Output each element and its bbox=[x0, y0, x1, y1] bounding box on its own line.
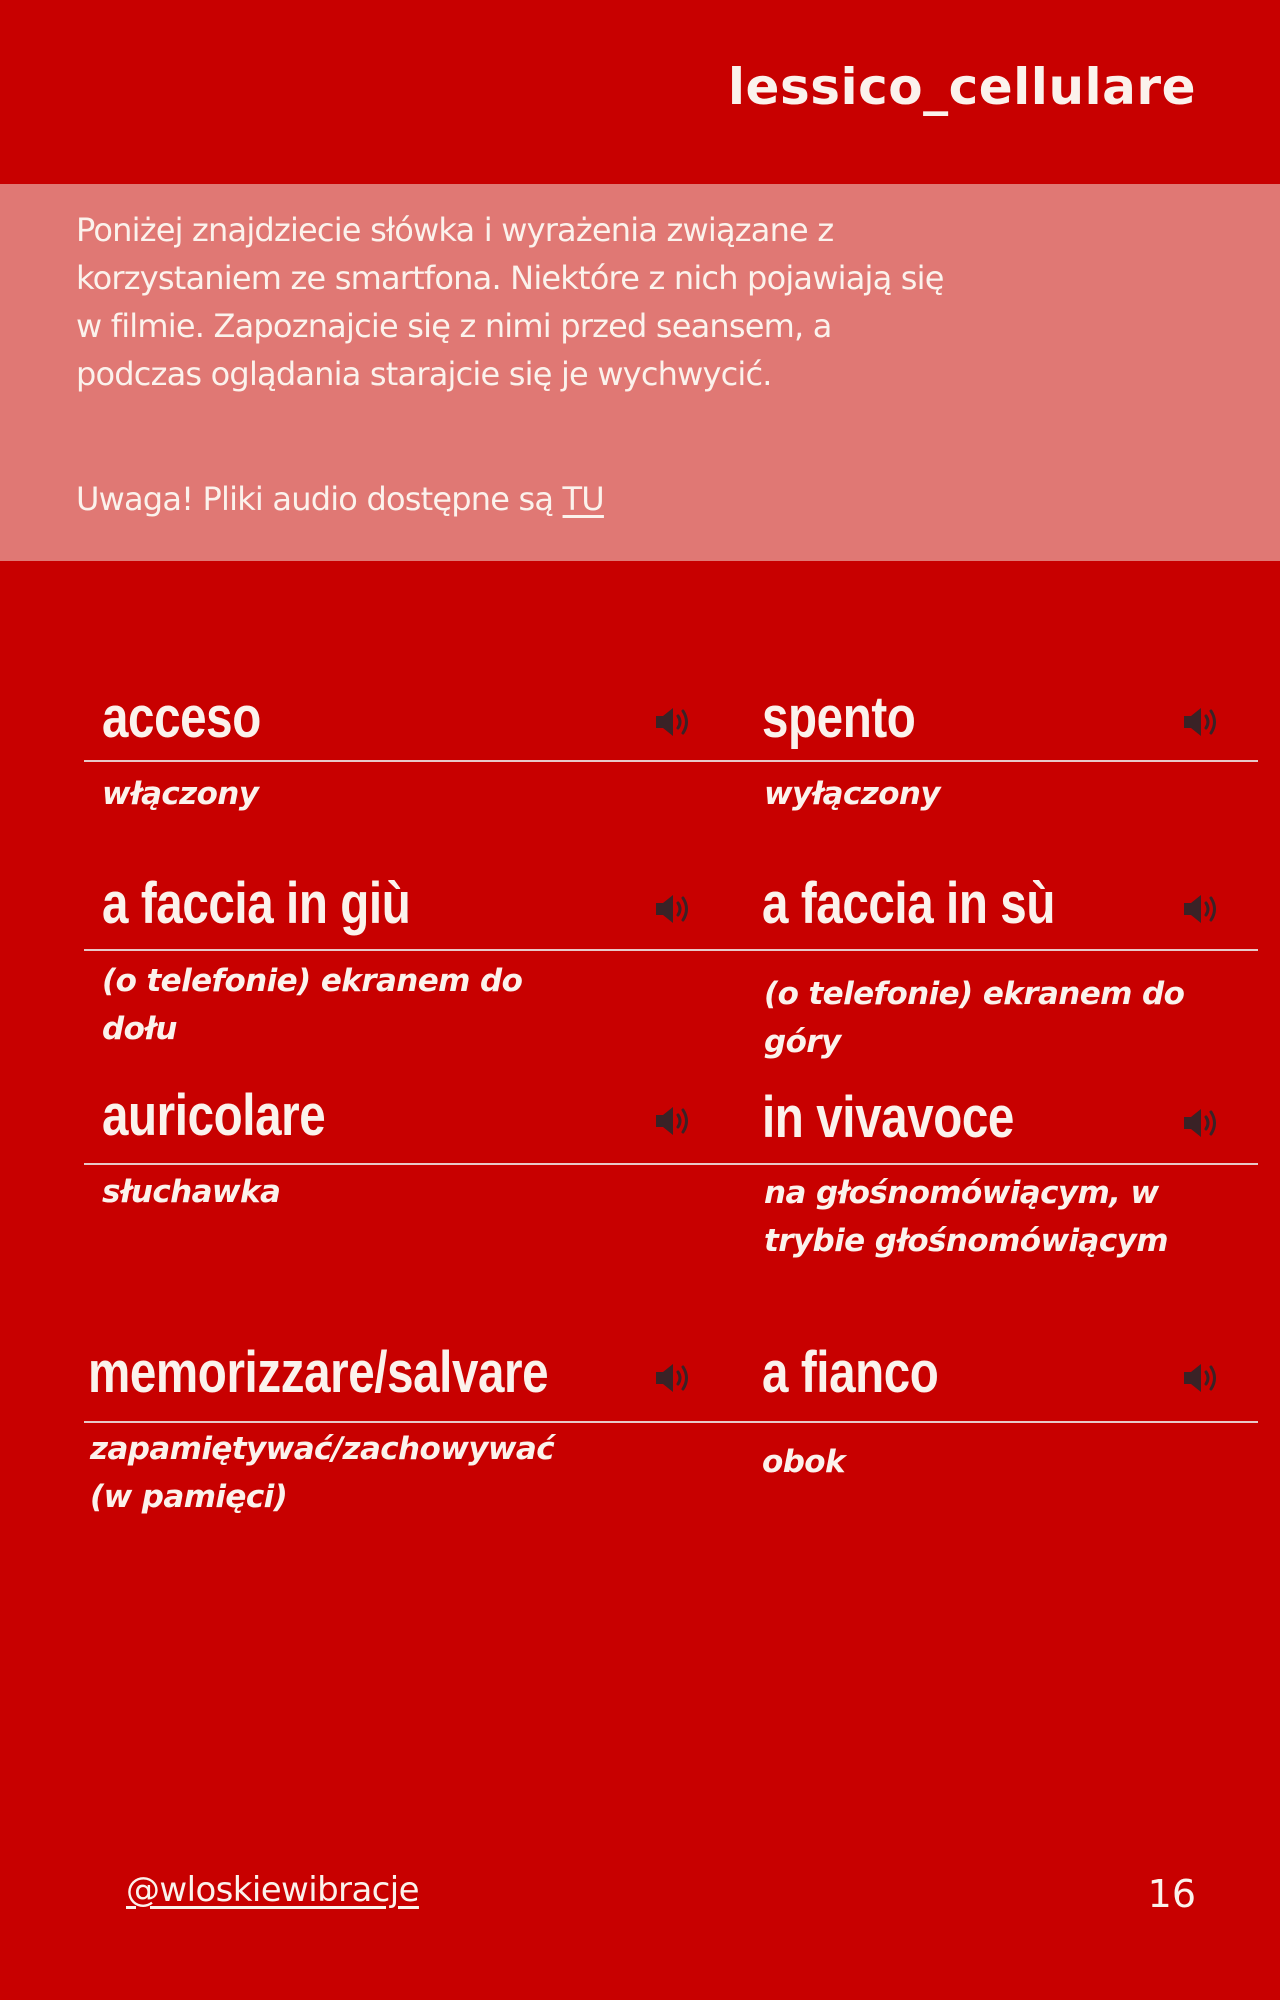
entry-rule bbox=[84, 1421, 558, 1423]
page-number: 16 bbox=[1147, 1872, 1196, 1916]
entry-translation: zapamiętywać/zachowywać (w pamięci) bbox=[90, 1431, 554, 1515]
intro-text: Poniżej znajdziecie słówka i wyrażenia związane z korzystaniem ze smartfona. Niektóre z nich pojawiają się w filmie. Zapoznajcie się z nimi przed seansem, a podczas oglądania starajcie się je wychwycić. bbox=[76, 211, 944, 393]
audio-files-link[interactable]: TU bbox=[562, 480, 604, 518]
speaker-icon[interactable] bbox=[654, 892, 694, 926]
speaker-icon[interactable] bbox=[1182, 1361, 1222, 1395]
intro-note bbox=[76, 475, 604, 523]
entry-translation: na głośnomówiącym, w trybie głośnomówiącym bbox=[764, 1175, 1168, 1259]
entry-rule bbox=[558, 1163, 1258, 1165]
speaker-icon[interactable] bbox=[654, 1104, 694, 1138]
entry-translation: (o telefonie) ekranem do góry bbox=[764, 976, 1185, 1060]
speaker-icon[interactable] bbox=[1182, 705, 1222, 739]
entry-translation: wyłączony bbox=[764, 776, 940, 812]
entry-translation: słuchawka bbox=[102, 1174, 281, 1210]
entry-rule bbox=[558, 760, 1258, 762]
entry-word: a faccia in giù bbox=[102, 871, 411, 936]
entry-word: memorizzare/salvare bbox=[88, 1340, 549, 1405]
entry-word: a fianco bbox=[762, 1340, 939, 1405]
entry-translation: włączony bbox=[102, 776, 259, 812]
speaker-icon[interactable] bbox=[1182, 892, 1222, 926]
entry-rule bbox=[84, 760, 558, 762]
entry-rule bbox=[84, 949, 558, 951]
entry-rule bbox=[84, 1163, 558, 1165]
entry-rule bbox=[558, 1421, 1258, 1423]
page-title: lessico_cellulare bbox=[727, 58, 1196, 116]
entry-translation: (o telefonie) ekranem do dołu bbox=[102, 963, 523, 1047]
entry-word: in vivavoce bbox=[762, 1085, 1014, 1150]
entry-translation: obok bbox=[762, 1444, 846, 1480]
speaker-icon[interactable] bbox=[654, 705, 694, 739]
entry-word: acceso bbox=[102, 685, 261, 750]
entry-word: spento bbox=[762, 685, 916, 750]
entry-word: auricolare bbox=[102, 1083, 326, 1148]
intro-note-text: Uwaga! Pliki audio dostępne są bbox=[76, 480, 563, 518]
entry-rule bbox=[558, 949, 1258, 951]
entry-word: a faccia in sù bbox=[762, 871, 1055, 936]
speaker-icon[interactable] bbox=[1182, 1106, 1222, 1140]
speaker-icon[interactable] bbox=[654, 1361, 694, 1395]
instagram-handle-link[interactable]: @wloskiewibracje bbox=[126, 1870, 419, 1910]
